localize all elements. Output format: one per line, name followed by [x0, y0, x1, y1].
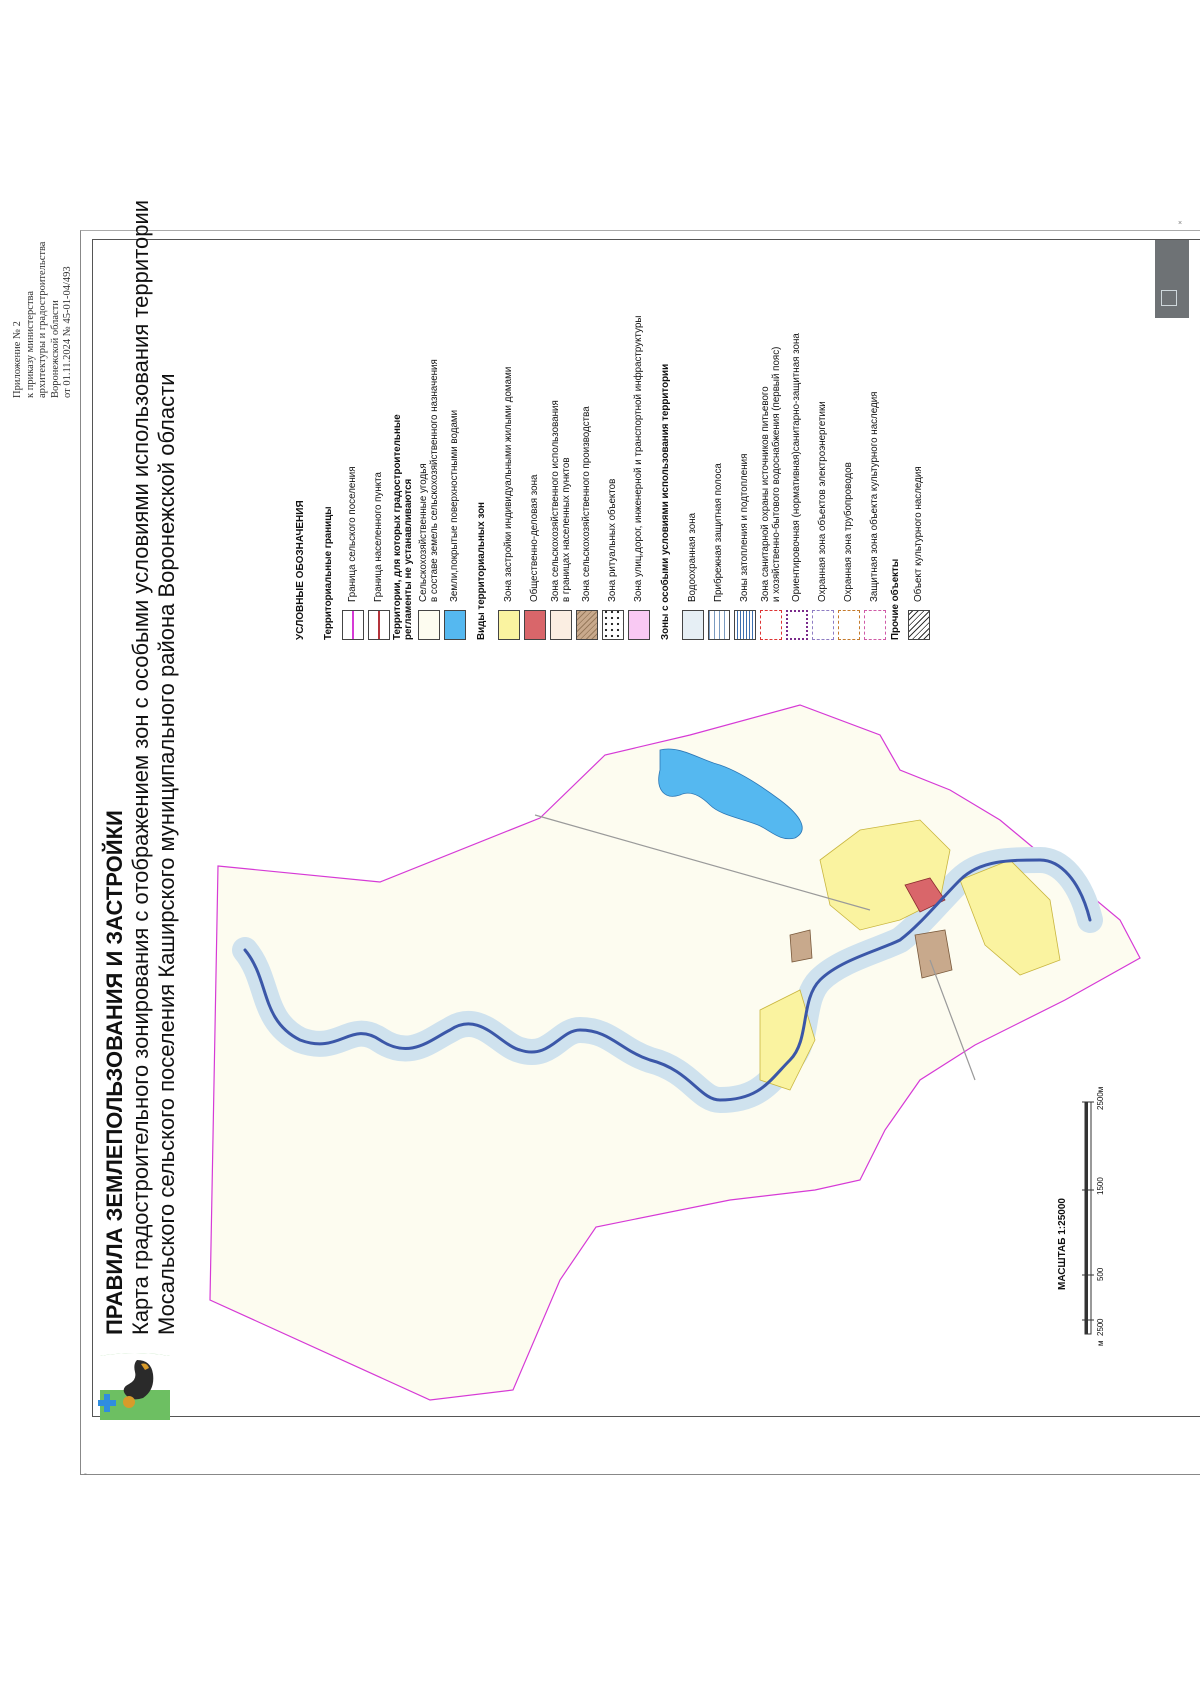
map-title: ПРАВИЛА ЗЕМЛЕПОЛЬЗОВАНИЯ И ЗАСТРОЙКИ: [102, 810, 127, 1335]
legend-label: Зона улиц,дорог, инженерной и транспортной инфраструктуры: [633, 315, 645, 602]
appendix-line: Приложение № 2: [12, 321, 23, 398]
legend-label: Охранная зона трубопроводов: [843, 462, 855, 602]
legend-label: Объект культурного наследия: [913, 466, 925, 602]
scale-tick-label: 250: [1096, 1322, 1105, 1336]
scale-bar: [1082, 1102, 1094, 1334]
legend-heading-line: Территории, для которых градостроительные: [392, 414, 403, 640]
appendix-line: Воронежской области: [49, 300, 61, 398]
legend-label: Зона застройки индивидуальными жилыми домами: [503, 366, 515, 602]
legend-label-line: и хозяйственно-бытового водоснабжения (первый пояс): [771, 346, 782, 602]
map-subtitle: Карта градостроительного зонирования с отображением зон с особыми условиями использования территории: [128, 199, 153, 1335]
scale-tick-label: 500: [1096, 1267, 1105, 1281]
legend-heading: Виды территориальных зон: [476, 502, 487, 640]
appendix-line: к приказу министерства: [24, 290, 36, 398]
legend-label: Граница населенного пункта: [373, 472, 385, 602]
scale-tick-label: 0: [1096, 1318, 1105, 1323]
legend-label-line: Зона сельскохозяйственного использования: [549, 400, 561, 602]
legend-label: Защитная зона объекта культурного наследия: [869, 391, 881, 602]
appendix-line: от 01.11.2024 № 45-01-04/493: [62, 266, 74, 398]
corner-mark: °: [84, 1473, 87, 1480]
corner-mark: ×: [1178, 220, 1183, 227]
settlement-territory: [210, 705, 1140, 1400]
legend-label: Земли,покрытые поверхностными водами: [449, 409, 461, 602]
legend-label: Зона сельскохозяйственного производства: [581, 406, 593, 602]
scale-unit-label: м: [1096, 1340, 1105, 1346]
agri-production-zone: [790, 930, 812, 962]
legend-label: Общественно-деловая зона: [529, 474, 541, 602]
legend-title: УСЛОВНЫЕ ОБОЗНАЧЕНИЯ: [295, 500, 306, 640]
legend-label: Водоохранная зона: [687, 512, 699, 602]
legend-label: Ориентировочная (нормативная)санитарно-защитная зона: [791, 333, 803, 602]
scale-tick-label: 2500м: [1096, 1086, 1105, 1110]
legend-heading: Прочие объекты: [890, 558, 901, 640]
legend-label: Охранная зона объектов электроэнергетики: [817, 401, 829, 602]
appendix-line: архитектуры и градостроительства: [37, 241, 49, 398]
legend-label-line: Сельскохозяйственные угодья: [417, 463, 429, 602]
scale-tick-label: 1500: [1096, 1177, 1105, 1195]
legend-heading: Территориальные границы: [323, 506, 334, 640]
map-subtitle-2: Мосальского сельского поселения Каширского муниципального района Воронежской области: [154, 373, 179, 1335]
legend-label-line: в составе земель сельскохозяйственного назначения: [429, 359, 440, 602]
legend-label: Зона ритуальных объектов: [607, 478, 619, 602]
scale-label: МАСШТАБ 1:25000: [1057, 1198, 1068, 1290]
legend-label: Прибрежная защитная полоса: [713, 463, 725, 602]
legend-label: Граница сельского поселения: [347, 466, 359, 602]
legend-heading: Зоны с особыми условиями использования территории: [660, 363, 671, 640]
legend-label-line: Зона санитарной охраны источников питьевого: [759, 386, 771, 602]
legend-label: Зоны затопления и подтопления: [739, 453, 751, 602]
legend-label-line: в границах населенных пунктов: [561, 457, 572, 602]
legend-heading-line: регламенты не устанавливаются: [403, 478, 414, 640]
